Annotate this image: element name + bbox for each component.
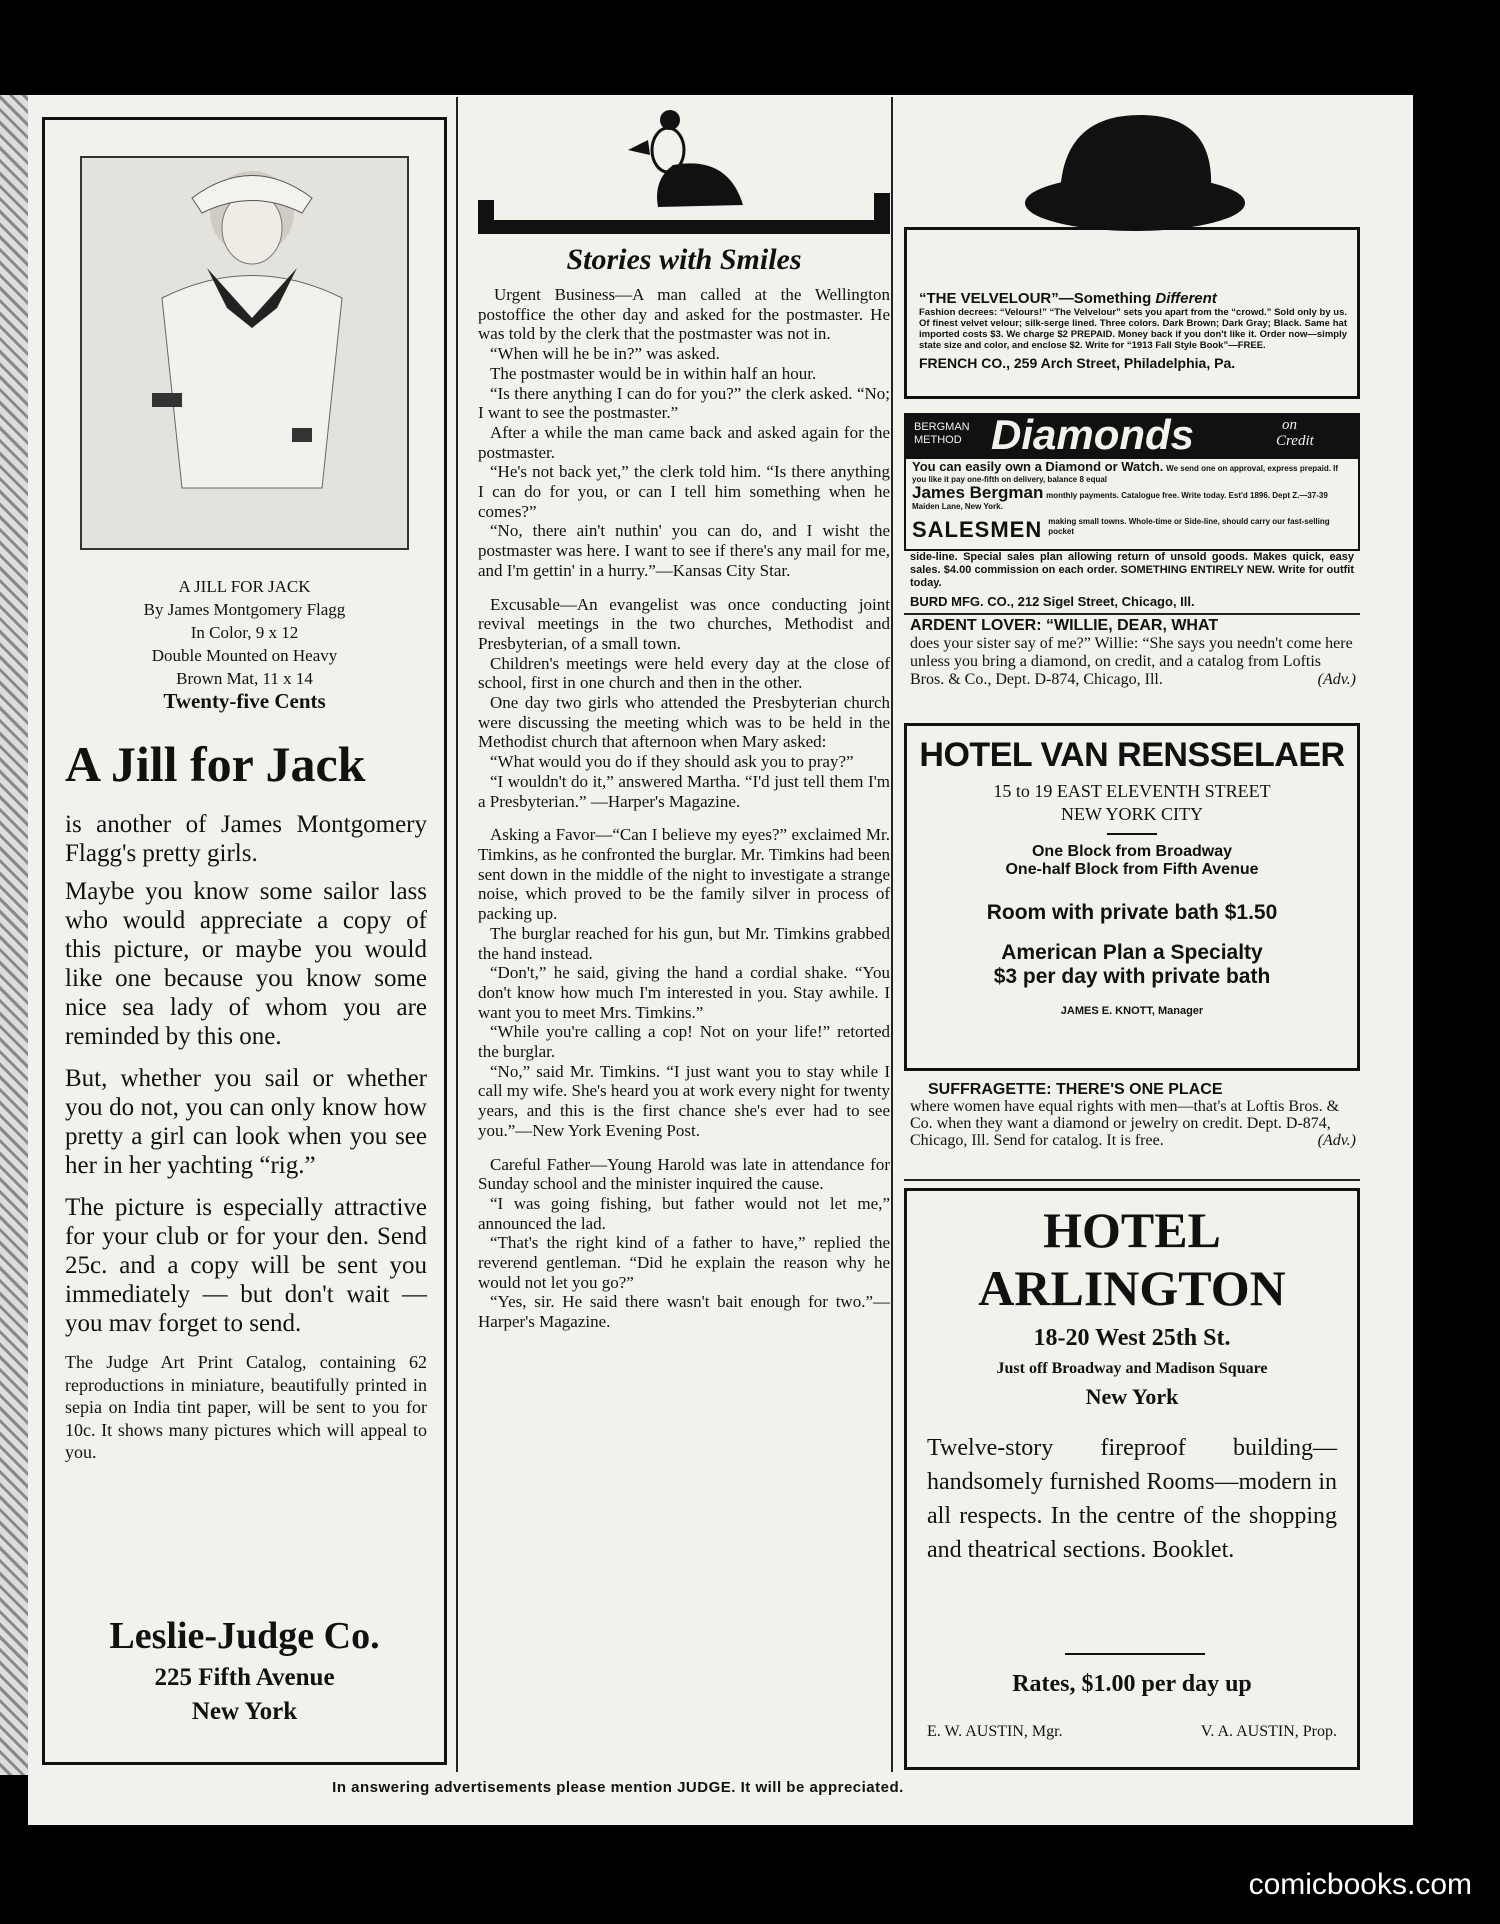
diamonds-line1b: We send one on approval, express prepaid. If you like it pay one-fifth on delivery, balance 8 equal	[912, 464, 1339, 484]
van-rensselaer-plan-rate: $3 per day with private bath	[993, 965, 1271, 988]
bergman-label: BERGMAN	[914, 421, 970, 433]
story-paragraph: “When will he be in?” was asked.	[490, 344, 720, 364]
ad-paragraph-1: is another of James Montgomery Flagg's pretty girls.	[65, 811, 427, 867]
story-paragraph: Careful Father—Young Harold was late in attendance for Sunday school and the minister inquired the cause.	[478, 1154, 890, 1194]
velvelour-different: Different	[1155, 290, 1217, 307]
arlington-manager: E. W. AUSTIN, Mgr.	[927, 1723, 1063, 1740]
stories-header: Stories with Smiles	[566, 243, 802, 276]
column-rule-right	[891, 97, 893, 1772]
story-paragraph: Excusable—An evangelist was once conducting joint revival meetings in the two churches, Methodist and Presbyterian, of a small town.	[478, 594, 890, 653]
on-label: on	[1282, 417, 1297, 433]
column-rule-left	[456, 97, 458, 1772]
arlington-location: Just off Broadway and Madison Square	[996, 1360, 1268, 1377]
arlington-rates: Rates, $1.00 per day up	[1012, 1671, 1252, 1697]
caption-price: Twenty-five Cents	[163, 689, 326, 713]
portrait-image	[80, 156, 409, 550]
story-paragraph: “What would you do if they should ask you to pray?”	[490, 752, 854, 772]
story-paragraph: The postmaster would be in within half an hour.	[490, 363, 817, 383]
caption-artist: By James Montgomery Flagg	[143, 600, 346, 619]
ad-paragraph-4: The picture is especially attractive for your club or for your den. Send 25c. and a copy will be sent you immediately — but don't wait — you mav forget to send.	[65, 1194, 427, 1337]
bergman-name: James Bergman	[912, 483, 1044, 502]
method-label: METHOD	[914, 434, 962, 446]
suffragette-notice	[910, 1081, 1356, 1149]
story-paragraph: Asking a Favor—“Can I believe my eyes?” exclaimed Mr. Timkins, as he confronted the burglar. Mr. Timkins had been sent down in the middle of the night to investigate a strange noise, which proved to be the family silver in process of packing up.	[478, 825, 890, 924]
story-paragraph: Urgent Business—A man called at the Wellington postoffice the other day and asked for the postmaster. He was told by the clerk that the postmaster was not in.	[478, 285, 890, 344]
story-paragraph: “Don't,” he said, giving the hand a cordial shake. “You don't know how much I'm interested in you. Stay awhile. I want you to meet Mrs. Timkins.”	[478, 963, 890, 1022]
credit-label: Credit	[1276, 433, 1314, 449]
diamonds-line1: You can easily own a Diamond or Watch.	[912, 459, 1164, 474]
ad-paragraph-3: But, whether you sail or whether you do not, you can only know how pretty a girl can look when you see her in her yachting “rig.”	[65, 1065, 427, 1179]
velvelour-company: FRENCH CO., 259 Arch Street, Philadelphia, Pa.	[919, 355, 1236, 371]
arlington-city: New York	[1085, 1384, 1179, 1409]
jill-for-jack-ad	[42, 117, 447, 1765]
van-rensselaer-street: 15 to 19 EAST ELEVENTH STREET	[993, 781, 1271, 801]
ardent-adv: (Adv.)	[1317, 671, 1356, 688]
hat-illustration	[1020, 115, 1250, 235]
book-spine	[0, 95, 28, 1775]
diamonds-terms: monthly payments. Catalogue free. Write today. Est'd 1896. Dept Z.—37-39 Maiden Lane, New York.	[912, 491, 1328, 511]
van-rensselaer-line1: One Block from Broadway	[1031, 843, 1233, 860]
diamonds-banner	[906, 411, 1358, 459]
ardent-lead: ARDENT LOVER: “WILLIE, DEAR, WHAT	[910, 617, 1219, 634]
story-paragraph: “I was going fishing, but father would not let me,” announced the lad.	[478, 1193, 890, 1233]
story-paragraph: “No, there ain't nuthin' you can do, and I wisht the postmaster was here. I want to see if there's any mail for me, and I'm gettin' in a hurry.”—Kansas City Star.	[478, 521, 890, 580]
company-address: 225 Fifth Avenue	[154, 1664, 335, 1691]
diamonds-word: Diamonds	[991, 411, 1195, 458]
van-rensselaer-name: HOTEL VAN RENSSELAER	[919, 736, 1345, 774]
right-column	[900, 95, 1362, 1775]
arlington-name-2: ARLINGTON	[978, 1260, 1286, 1316]
stories-text	[478, 285, 890, 1332]
story-paragraph: “That's the right kind of a father to have,” replied the reverend gentleman. “Did he explain the reason why he would not let you go?”	[478, 1233, 890, 1292]
van-rensselaer-manager: JAMES E. KNOTT, Manager	[1060, 1005, 1204, 1017]
suffragette-body: where women have equal rights with men—that's at Loftis Bros. & Co. when they want a diamond or jewelry on credit. Dept. D-874, Chicago, Ill. Send for catalog. It is free.	[910, 1098, 1340, 1149]
van-rensselaer-rate: Room with private bath $1.50	[986, 901, 1278, 924]
story-paragraph: “I wouldn't do it,” answered Martha. “I'd just tell them I'm a Presbyterian.” —Harper's Magazine.	[478, 771, 890, 811]
suffragette-adv: (Adv.)	[1317, 1132, 1356, 1149]
watermark: comicbooks.com	[1248, 1868, 1472, 1901]
caption-title: A JILL FOR JACK	[178, 577, 311, 596]
caption-size: In Color, 9 x 12	[190, 623, 299, 642]
salesmen-company: BURD MFG. CO., 212 Sigel Street, Chicago, Ill.	[910, 594, 1195, 609]
caption-mount-size: Brown Mat, 11 x 14	[176, 669, 313, 688]
velvelour-body: Fashion decrees: “Velours!” “The Velvelour” sets you apart from the “crowd.” Sold only by us. Of finest velvet velour; silk-serge lined. Three colors. Dark Brown; Dark Gray; Black. Same hat imported costs $3. We charge $2 PREPAID. Money back if you don't like it. Order now—simply state size and color, and enclose $2. Write for “1913 Fall Style Book”—FREE.	[919, 307, 1347, 351]
story-paragraph: “No,” said Mr. Timkins. “I just want you to stay while I call my wife. She's heard you at work every night for twenty years, and this is the first chance she's ever had to see you.”—New York Evening Post.	[478, 1061, 890, 1140]
salesmen-ad	[912, 517, 1352, 543]
story-paragraph: The burglar reached for his gun, but Mr. Timkins grabbed the hand instead.	[478, 923, 890, 963]
magazine-page	[28, 95, 1413, 1825]
suffragette-lead: SUFFRAGETTE: THERE'S ONE PLACE	[928, 1081, 1223, 1098]
arlington-proprietor: V. A. AUSTIN, Prop.	[1200, 1723, 1337, 1740]
stories-column	[478, 95, 890, 1775]
caption-mount: Double Mounted on Heavy	[151, 646, 338, 665]
company-city: New York	[191, 1698, 298, 1725]
hotel-van-rensselaer-ad	[904, 723, 1360, 1071]
hotel-arlington-ad	[904, 1188, 1360, 1770]
story-paragraph: “He's not back yet,” the clerk told him. “Is there anything I can do for you, or can I tell him something when he comes?”	[478, 462, 890, 521]
arlington-description: Twelve-story fireproof building—handsomely furnished Rooms—modern in all respects. In the centre of the shopping and theatrical sections. Booklet.	[927, 1435, 1337, 1563]
salesmen-side: making small towns. Whole-time or Side-line, should carry our fast-selling pocket	[1048, 517, 1330, 536]
velvelour-headline: “THE VELVELOUR”—Something	[919, 290, 1152, 307]
company-name: Leslie-Judge Co.	[109, 1615, 380, 1657]
salesmen-body: side-line. Special sales plan allowing return of unsold goods. Makes quick, easy sales. $4.00 commission on each order. SOMETHING ENTIRELY NEW. Write for outfit today.	[910, 551, 1354, 589]
ad-paragraph-2: Maybe you know some sailor lass who would appreciate a copy of this picture, or maybe you would like one because you know some nice sea lady of whom you are reminded by this one.	[65, 878, 427, 1050]
story-paragraph: One day two girls who attended the Presbyterian church were discussing the meeting which was to be held in the Methodist church that afternoon when Mary asked:	[478, 693, 890, 752]
van-rensselaer-line2: One-half Block from Fifth Avenue	[1005, 861, 1259, 878]
arlington-street: 18-20 West 25th St.	[1033, 1325, 1231, 1351]
van-rensselaer-plan: American Plan a Specialty	[1001, 941, 1263, 964]
diamonds-ad	[904, 413, 1360, 551]
ardent-lover-notice	[910, 617, 1356, 689]
salesmen-title: SALESMEN	[912, 517, 1043, 542]
ad-headline: A Jill for Jack	[65, 736, 366, 792]
ardent-body: does your sister say of me?” Willie: “She says you needn't come here unless you bring a diamond, on credit, and a catalog from Loftis Bros. & Co., Dept. D-874, Chicago, Ill.	[910, 635, 1353, 688]
story-paragraph: “Yes, sir. He said there wasn't bait enough for two.”—Harper's Magazine.	[478, 1292, 890, 1332]
van-rensselaer-city: NEW YORK CITY	[1061, 804, 1203, 824]
arlington-name-1: HOTEL	[1043, 1202, 1221, 1258]
velvelour-ad	[904, 227, 1360, 399]
story-paragraph: Children's meetings were held every day at the close of school, first in one church and then in the other.	[478, 653, 890, 693]
ad-catalog-note: The Judge Art Print Catalog, containing 62 reproductions in miniature, beautifully printed in sepia on India tint paper, will be sent to you for 10c. It shows many pictures which will appeal to you.	[65, 1352, 427, 1462]
story-paragraph: After a while the man came back and asked again for the postmaster.	[478, 422, 890, 462]
story-paragraph: “Is there anything I can do for you?” the clerk asked. “No; I want to see the postmaster.”	[478, 383, 890, 423]
page-footer-note: In answering advertisements please mention JUDGE. It will be appreciated.	[332, 1779, 904, 1796]
stories-header-illustration	[478, 95, 890, 245]
story-paragraph: “While you're calling a cop! Not on your life!” retorted the burglar.	[478, 1022, 890, 1062]
